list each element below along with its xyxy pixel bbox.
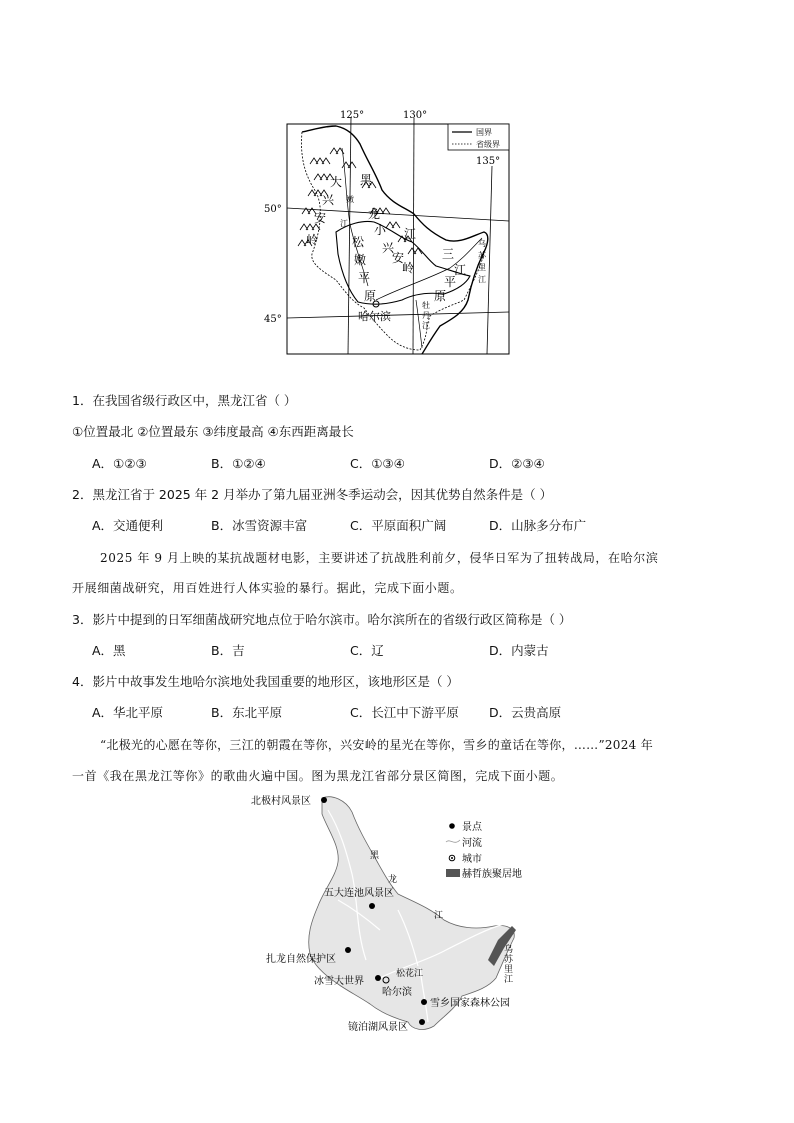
q1-option-b: B．①②④ bbox=[211, 456, 266, 471]
legend-provincial: 省级界 bbox=[476, 140, 500, 149]
label-song: 松 bbox=[352, 235, 365, 249]
label-jiang2: 江 bbox=[340, 219, 348, 228]
legend-spot: 景点 bbox=[462, 822, 482, 833]
spot-beiji-marker bbox=[321, 797, 327, 803]
lon-label-125: 125° bbox=[340, 110, 365, 121]
label-an: 安 bbox=[314, 211, 327, 225]
q2-option-a: A．交通便利 bbox=[92, 518, 164, 533]
legend-river: 河流 bbox=[462, 838, 482, 849]
legend-national: 国界 bbox=[476, 128, 492, 137]
river-label-jiang: 江 bbox=[434, 911, 444, 921]
label-su: 苏 bbox=[478, 251, 486, 260]
label-jiang: 江 bbox=[404, 227, 417, 241]
label-xiao: 小 bbox=[374, 223, 387, 237]
label-wu: 乌 bbox=[478, 239, 486, 248]
q4-option-d: D．云贵高原 bbox=[489, 705, 562, 720]
label-yuan: 原 bbox=[364, 289, 377, 303]
river-label-su: 苏 bbox=[504, 955, 514, 965]
spot-xuexiang-marker bbox=[421, 999, 427, 1005]
label-ling: 岭 bbox=[306, 233, 319, 247]
q4-option-c: C．长江中下游平原 bbox=[350, 705, 459, 720]
q2-option-d: D．山脉多分布广 bbox=[489, 518, 587, 533]
label-long: 龙 bbox=[368, 207, 381, 221]
spot-bingxue-marker bbox=[375, 975, 381, 981]
q1-items: ①位置最北 ②位置最东 ③纬度最高 ④东西距离最长 bbox=[72, 424, 354, 439]
passage1-line2: 开展细菌战研究，用百姓进行人体实验的暴行。据此，完成下面小题。 bbox=[72, 581, 463, 595]
spot-wudalianchi-label: 五大连池风景区 bbox=[324, 888, 394, 899]
q4-option-a: A．华北平原 bbox=[92, 705, 164, 720]
label-jiang4: 江 bbox=[478, 275, 486, 284]
q3-stem: 3．影片中提到的日军细菌战研究地点位于哈尔滨市。哈尔滨所在的省级行政区简称是（ ） bbox=[72, 612, 572, 627]
label-dan: 丹 bbox=[422, 311, 430, 320]
label-mu: 牡 bbox=[422, 301, 430, 310]
river-label-jiang2: 江 bbox=[504, 975, 514, 985]
passage1-line1: 2025 年 9 月上映的某抗战题材电影，主要讲述了抗战胜利前夕，侵华日军为了扭转战局，在哈尔滨 bbox=[100, 551, 659, 565]
label-nen: 嫩 bbox=[346, 195, 354, 204]
river-label-li: 里 bbox=[504, 965, 514, 975]
q3-option-a: A．黑 bbox=[92, 643, 126, 658]
lat-label-45: 45° bbox=[264, 314, 282, 325]
legend-city: 城市 bbox=[462, 854, 482, 865]
label-harbin: 哈尔滨 bbox=[358, 310, 391, 323]
heilongjiang-scenic-map bbox=[248, 790, 558, 1040]
spot-zhalong-marker bbox=[345, 947, 351, 953]
q4-stem: 4．影片中故事发生地哈尔滨地处我国重要的地形区，该地形区是（ ） bbox=[72, 674, 459, 689]
spot-zhalong-label: 扎龙自然保护区 bbox=[266, 954, 336, 965]
lon-label-130: 130° bbox=[403, 110, 428, 121]
label-li: 里 bbox=[478, 263, 486, 272]
label-xing: 兴 bbox=[322, 193, 335, 207]
legend-city-dot bbox=[451, 857, 453, 859]
q1-option-d: D．②③④ bbox=[489, 456, 545, 471]
spot-beiji-label: 北极村风景区 bbox=[251, 796, 311, 807]
label-ping: 平 bbox=[358, 271, 371, 285]
passage2-line2: 一首《我在黑龙江等你》的歌曲火遍中国。图为黑龙江省部分景区简图，完成下面小题。 bbox=[72, 769, 564, 783]
label-jiang5: 江 bbox=[422, 321, 430, 330]
label-hei: 黑 bbox=[360, 173, 373, 187]
q4-option-b: B．东北平原 bbox=[211, 705, 283, 720]
river-label-songhua: 松花江 bbox=[396, 969, 424, 979]
heilongjiang-terrain-map bbox=[250, 104, 522, 360]
city-harbin-label: 哈尔滨 bbox=[382, 987, 412, 998]
legend-spot-marker bbox=[449, 823, 455, 829]
lat-label-50: 50° bbox=[264, 204, 282, 215]
q2-option-c: C．平原面积广阔 bbox=[350, 518, 447, 533]
passage2-line1: “北极光的心愿在等你，三江的朝霞在等你，兴安岭的星光在等你，雪乡的童话在等你，……”2024 年 bbox=[100, 738, 654, 752]
label-yuan2: 原 bbox=[434, 289, 447, 303]
q1-option-c: C．①③④ bbox=[350, 456, 405, 471]
label-jiang3: 江 bbox=[454, 263, 467, 277]
label-ping2: 平 bbox=[444, 275, 457, 289]
spot-bingxue-label: 冰雪大世界 bbox=[314, 976, 364, 987]
lon-label-135: 135° bbox=[476, 156, 501, 167]
spot-xuexiang-label: 雪乡国家森林公园 bbox=[430, 998, 510, 1009]
legend-hezhe-swatch bbox=[446, 869, 460, 877]
river-label-long: 龙 bbox=[388, 875, 398, 885]
label-xing2: 兴 bbox=[382, 241, 395, 255]
spot-wudalianchi-marker bbox=[369, 903, 375, 909]
label-da: 大 bbox=[330, 175, 343, 189]
q3-option-d: D．内蒙古 bbox=[489, 643, 549, 658]
label-san: 三 bbox=[442, 247, 455, 261]
q1-option-a: A．①②③ bbox=[92, 456, 147, 471]
label-ling2: 岭 bbox=[402, 261, 415, 275]
q1-stem: 1．在我国省级行政区中，黑龙江省（ ） bbox=[72, 393, 297, 408]
label-an2: 安 bbox=[392, 251, 405, 265]
q2-stem: 2．黑龙江省于 2025 年 2 月举办了第九届亚洲冬季运动会，因其优势自然条件是（ ） bbox=[72, 487, 553, 502]
spot-jingpohu-marker bbox=[419, 1019, 425, 1025]
q2-option-b: B．冰雪资源丰富 bbox=[211, 518, 308, 533]
q3-option-b: B．吉 bbox=[211, 643, 245, 658]
legend-hezhe: 赫哲族聚居地 bbox=[462, 869, 522, 880]
river-label-hei: 黑 bbox=[370, 851, 380, 861]
q3-option-c: C．辽 bbox=[350, 643, 384, 658]
river-label-wu: 乌 bbox=[504, 945, 514, 955]
legend-river-swatch bbox=[446, 840, 460, 842]
label-nen2: 嫩 bbox=[354, 253, 367, 267]
spot-jingpohu-label: 镜泊湖风景区 bbox=[348, 1022, 408, 1033]
